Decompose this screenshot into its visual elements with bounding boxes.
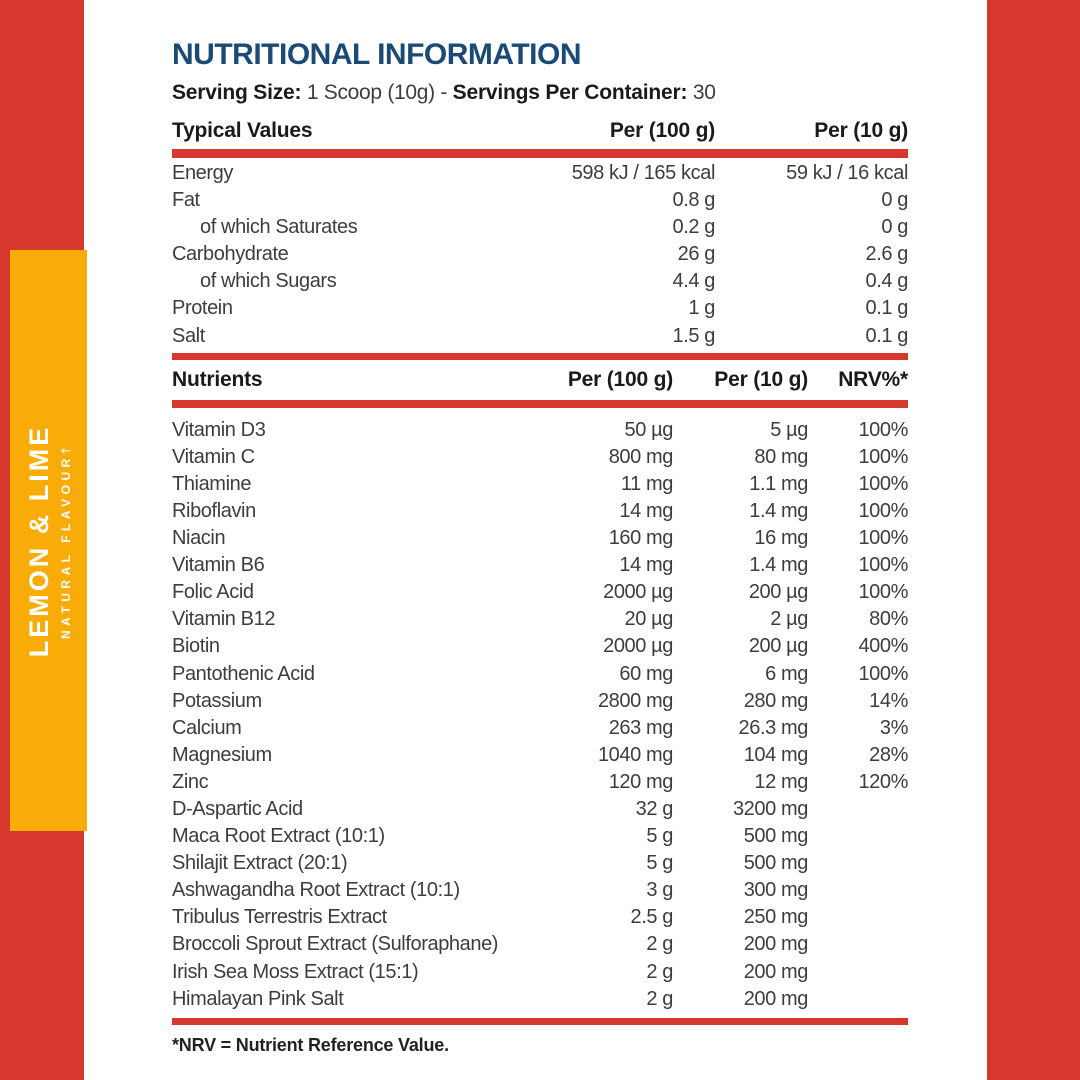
per-100g-value: 60 mg bbox=[619, 662, 673, 685]
table-row bbox=[172, 525, 908, 552]
row-label: Fat bbox=[172, 189, 200, 212]
per-10g-value: 5 µg bbox=[770, 418, 808, 441]
per-10g-value: 2 µg bbox=[770, 608, 808, 631]
servings-per-container-value: 30 bbox=[692, 81, 716, 104]
column-header: Nutrients bbox=[172, 367, 263, 391]
nrv-value: 100% bbox=[858, 472, 908, 495]
row-label: Calcium bbox=[172, 716, 242, 739]
table-row bbox=[172, 877, 908, 904]
table-row bbox=[172, 160, 908, 187]
per-10g-value: 0.1 g bbox=[865, 297, 908, 320]
per-10g-value: 500 mg bbox=[743, 852, 808, 875]
table-row bbox=[172, 850, 908, 877]
per-10g-value: 250 mg bbox=[743, 906, 808, 929]
per-100g-value: 4.4 g bbox=[672, 270, 715, 293]
flavour-banner bbox=[10, 250, 87, 831]
flavour-banner-text bbox=[23, 424, 73, 657]
per-100g-value: 5 g bbox=[646, 825, 673, 848]
page-title: NUTRITIONAL INFORMATION bbox=[172, 38, 582, 71]
table-row bbox=[172, 552, 908, 579]
row-label: Irish Sea Moss Extract (15:1) bbox=[172, 960, 419, 983]
per-100g-value: 1040 mg bbox=[597, 743, 673, 766]
per-10g-value: 0.4 g bbox=[865, 270, 908, 293]
per-100g-value: 14 mg bbox=[619, 554, 673, 577]
per-100g-value: 2000 µg bbox=[603, 581, 673, 604]
per-100g-value: 120 mg bbox=[608, 770, 673, 793]
serving-size-label: Serving Size: bbox=[172, 81, 302, 104]
serving-size-value: 1 Scoop (10g) bbox=[306, 81, 435, 104]
per-100g-value: 263 mg bbox=[608, 716, 673, 739]
flavour-name: LEMON & LIME bbox=[23, 424, 54, 657]
per-10g-value: 3200 mg bbox=[732, 797, 808, 820]
per-10g-value: 0.1 g bbox=[865, 324, 908, 347]
per-100g-value: 50 µg bbox=[624, 418, 673, 441]
row-label: of which Sugars bbox=[200, 270, 337, 293]
per-10g-value: 200 mg bbox=[743, 987, 808, 1010]
divider-rule bbox=[172, 400, 908, 408]
nrv-value: 3% bbox=[879, 716, 908, 739]
row-label: Ashwagandha Root Extract (10:1) bbox=[172, 879, 460, 902]
row-label: Zinc bbox=[172, 770, 209, 793]
per-10g-value: 280 mg bbox=[743, 689, 808, 712]
nrv-value: 100% bbox=[858, 499, 908, 522]
nrv-value bbox=[808, 986, 908, 1013]
per-100g-value: 800 mg bbox=[608, 445, 673, 468]
table-row bbox=[172, 986, 908, 1013]
typical-values-table bbox=[172, 158, 908, 350]
table-row bbox=[172, 931, 908, 958]
per-100g-value: 0.2 g bbox=[672, 216, 715, 239]
per-10g-value: 200 µg bbox=[748, 581, 808, 604]
table-row bbox=[172, 959, 908, 986]
row-label: Vitamin C bbox=[172, 445, 255, 468]
row-label: Shilajit Extract (20:1) bbox=[172, 852, 348, 875]
table-row bbox=[172, 417, 908, 444]
table-row bbox=[172, 471, 908, 498]
row-label: Potassium bbox=[172, 689, 262, 712]
per-10g-value: 12 mg bbox=[754, 770, 808, 793]
table-row bbox=[172, 742, 908, 769]
row-label: Maca Root Extract (10:1) bbox=[172, 825, 385, 848]
per-100g-value: 14 mg bbox=[619, 499, 673, 522]
right-red-border bbox=[987, 0, 1080, 1080]
per-10g-value: 2.6 g bbox=[865, 243, 908, 266]
table-row bbox=[172, 688, 908, 715]
table-row bbox=[172, 633, 908, 660]
table-row bbox=[172, 579, 908, 606]
row-label: Tribulus Terrestris Extract bbox=[172, 906, 387, 929]
row-label: D-Aspartic Acid bbox=[172, 797, 303, 820]
nrv-value: 80% bbox=[869, 608, 908, 631]
per-100g-value: 2.5 g bbox=[630, 906, 673, 929]
per-10g-value: 59 kJ / 16 kcal bbox=[786, 162, 908, 184]
nrv-value: 100% bbox=[858, 418, 908, 441]
flavour-subtitle: NATURAL FLAVOUR† bbox=[58, 442, 73, 639]
nutrients-table bbox=[172, 408, 908, 1013]
per-100g-value: 598 kJ / 165 kcal bbox=[571, 162, 715, 184]
nrv-value bbox=[808, 877, 908, 904]
per-10g-value: 80 mg bbox=[754, 445, 808, 468]
table-row bbox=[172, 769, 908, 796]
per-100g-value: 0.8 g bbox=[672, 189, 715, 212]
nrv-value: 120% bbox=[858, 770, 908, 793]
per-10g-value: 0 g bbox=[881, 189, 908, 212]
row-label: Thiamine bbox=[172, 472, 252, 495]
row-label: Biotin bbox=[172, 635, 220, 658]
row-label: Protein bbox=[172, 297, 233, 320]
table-row bbox=[172, 214, 908, 241]
nrv-value: 100% bbox=[858, 662, 908, 685]
nutrition-panel bbox=[172, 38, 908, 1056]
table-row bbox=[172, 187, 908, 214]
table-row bbox=[172, 498, 908, 525]
row-label: Pantothenic Acid bbox=[172, 662, 315, 685]
table-row bbox=[172, 823, 908, 850]
nrv-value: 100% bbox=[858, 554, 908, 577]
per-10g-value: 200 mg bbox=[743, 933, 808, 956]
table-row bbox=[172, 661, 908, 688]
nrv-value bbox=[808, 796, 908, 823]
table-row bbox=[172, 295, 908, 322]
per-100g-value: 2 g bbox=[646, 987, 673, 1010]
table-row bbox=[172, 241, 908, 268]
per-100g-value: 1.5 g bbox=[672, 324, 715, 347]
per-100g-value: 2800 mg bbox=[597, 689, 673, 712]
row-label: Energy bbox=[172, 162, 233, 184]
nrv-value: 400% bbox=[858, 635, 908, 658]
row-label: Magnesium bbox=[172, 743, 272, 766]
per-10g-value: 1.1 mg bbox=[749, 472, 808, 495]
per-10g-value: 6 mg bbox=[765, 662, 808, 685]
table-row bbox=[172, 796, 908, 823]
nrv-value bbox=[808, 904, 908, 931]
row-label: Vitamin B12 bbox=[172, 608, 276, 631]
table-row bbox=[172, 904, 908, 931]
column-header: NRV%* bbox=[838, 367, 908, 391]
serving-separator: - bbox=[440, 81, 448, 104]
per-100g-value: 5 g bbox=[646, 852, 673, 875]
row-label: Vitamin B6 bbox=[172, 554, 265, 577]
column-header: Per (100 g) bbox=[567, 367, 673, 391]
per-100g-value: 1 g bbox=[688, 297, 715, 320]
per-10g-value: 1.4 mg bbox=[749, 554, 808, 577]
per-10g-value: 1.4 mg bbox=[749, 499, 808, 522]
per-10g-value: 500 mg bbox=[743, 825, 808, 848]
table-row bbox=[172, 444, 908, 471]
column-header: Per (10 g) bbox=[814, 119, 908, 142]
servings-per-container-label: Servings Per Container: bbox=[452, 81, 688, 104]
per-10g-value: 200 µg bbox=[748, 635, 808, 658]
table-row bbox=[172, 606, 908, 633]
nrv-value bbox=[808, 850, 908, 877]
nrv-value: 100% bbox=[858, 581, 908, 604]
column-header: Typical Values bbox=[172, 119, 313, 142]
divider-rule bbox=[172, 1018, 908, 1025]
per-100g-value: 11 mg bbox=[620, 472, 673, 495]
serving-info bbox=[172, 80, 908, 106]
table-row bbox=[172, 323, 908, 350]
per-10g-value: 200 mg bbox=[743, 960, 808, 983]
per-100g-value: 3 g bbox=[646, 879, 673, 902]
nrv-value: 14% bbox=[869, 689, 908, 712]
per-100g-value: 160 mg bbox=[608, 527, 673, 550]
column-header: Per (100 g) bbox=[609, 119, 715, 142]
per-100g-value: 2 g bbox=[646, 933, 673, 956]
nrv-value bbox=[808, 959, 908, 986]
row-label: Carbohydrate bbox=[172, 243, 289, 266]
per-100g-value: 32 g bbox=[635, 797, 673, 820]
nrv-value: 100% bbox=[858, 527, 908, 550]
column-header: Per (10 g) bbox=[714, 367, 808, 391]
per-10g-value: 26.3 mg bbox=[738, 716, 808, 739]
per-10g-value: 300 mg bbox=[743, 879, 808, 902]
nrv-value bbox=[808, 931, 908, 958]
row-label: Vitamin D3 bbox=[172, 418, 266, 441]
row-label: of which Saturates bbox=[200, 216, 358, 239]
nrv-value: 28% bbox=[869, 743, 908, 766]
row-label: Niacin bbox=[172, 527, 226, 550]
per-10g-value: 16 mg bbox=[754, 527, 808, 550]
table-row bbox=[172, 268, 908, 295]
divider-rule bbox=[172, 149, 908, 158]
nrv-value: 100% bbox=[858, 445, 908, 468]
row-label: Broccoli Sprout Extract (Sulforaphane) bbox=[172, 933, 499, 956]
nrv-value bbox=[808, 823, 908, 850]
row-label: Salt bbox=[172, 324, 205, 347]
per-10g-value: 0 g bbox=[881, 216, 908, 239]
per-100g-value: 2 g bbox=[646, 960, 673, 983]
per-100g-value: 2000 µg bbox=[603, 635, 673, 658]
per-10g-value: 104 mg bbox=[743, 743, 808, 766]
row-label: Riboflavin bbox=[172, 499, 256, 522]
divider-rule bbox=[172, 353, 908, 360]
row-label: Folic Acid bbox=[172, 581, 254, 604]
nrv-footnote: *NRV = Nutrient Reference Value. bbox=[172, 1034, 449, 1055]
nutrients-header bbox=[172, 367, 908, 393]
per-100g-value: 20 µg bbox=[624, 608, 673, 631]
per-100g-value: 26 g bbox=[677, 243, 715, 266]
table-row bbox=[172, 715, 908, 742]
typical-values-header bbox=[172, 118, 908, 144]
row-label: Himalayan Pink Salt bbox=[172, 987, 344, 1010]
